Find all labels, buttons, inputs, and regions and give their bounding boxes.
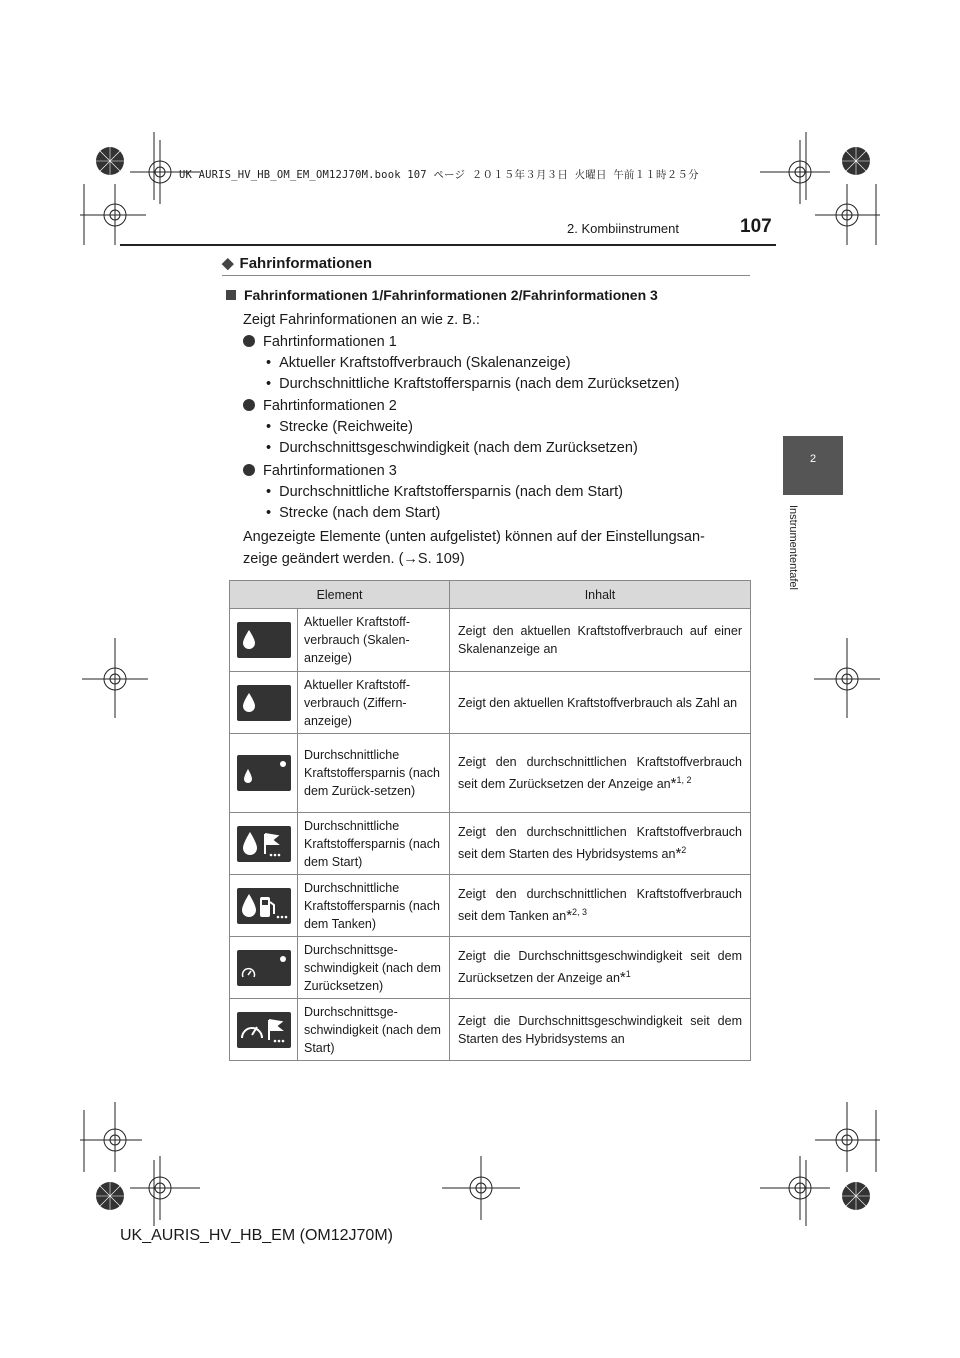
group-2-title: Fahrtinformationen 2: [243, 398, 397, 414]
note-line-1: Angezeigte Elemente (unten aufgelistet) können auf der Einstellungsan-: [243, 529, 705, 545]
section-title: 2. Kombiinstrument: [567, 221, 679, 236]
heading-rule: [222, 275, 750, 276]
fuel-drop-reset-icon: [237, 755, 291, 791]
table-row: [230, 875, 751, 937]
table-header-row: [230, 581, 751, 609]
side-tab: [783, 436, 843, 495]
list-item: • Aktueller Kraftstoffverbrauch (Skalenanzeige): [266, 355, 571, 371]
speedometer-flag-icon: [237, 1012, 291, 1048]
table-row: [230, 672, 751, 734]
element-name: Durchschnittliche Kraftstoffersparnis (nach dem Zurück-setzen): [298, 734, 450, 813]
footnote-star: *: [566, 907, 573, 925]
footnote-star: *: [670, 775, 677, 793]
element-name: Durchschnittsge-schwindigkeit (nach dem Zurücksetzen): [298, 937, 450, 999]
list-item: • Durchschnittsgeschwindigkeit (nach dem Zurücksetzen): [266, 440, 638, 456]
doc-code: UK_AURIS_HV_HB_EM (OM12J70M): [120, 1227, 393, 1244]
element-content: Zeigt den aktuellen Kraftstoffverbrauch auf einer Skalenanzeige an: [450, 609, 751, 672]
square-bullet-icon: [226, 290, 236, 300]
footnote-star: *: [675, 845, 682, 863]
list-item: • Durchschnittliche Kraftstoffersparnis (nach dem Zurücksetzen): [266, 376, 680, 392]
header-element: Element: [230, 581, 450, 609]
subsection-heading: Fahrinformationen 1/Fahrinformationen 2/Fahrinformationen 3: [226, 287, 658, 303]
list-item: • Durchschnittliche Kraftstoffersparnis (nach dem Start): [266, 484, 623, 500]
side-tab-label: Instrumententafel: [787, 505, 799, 590]
fuel-drop-icon: [237, 685, 291, 721]
header-content: Inhalt: [450, 581, 751, 609]
side-tab-number: 2: [809, 453, 817, 465]
table-row: [230, 999, 751, 1061]
element-content: Zeigt die Durchschnittsgeschwindigkeit seit dem Zurücksetzen der Anzeige an*$^1$: [450, 937, 751, 999]
info-table: [229, 580, 751, 1061]
element-content: Zeigt den durchschnittlichen Kraftstoffverbrauch seit dem Zurücksetzen der Anzeige an*$^{1, 2}$: [450, 734, 751, 813]
group-1-title: Fahrtinformationen 1: [243, 334, 397, 350]
diamond-icon: ◆: [222, 255, 234, 272]
element-content: Zeigt den durchschnittlichen Kraftstoffverbrauch seit dem Starten des Hybridsystems an*$^2$: [450, 813, 751, 875]
fuel-drop-pump-icon: [237, 888, 291, 924]
list-item: • Strecke (nach dem Start): [266, 505, 441, 521]
table-row: [230, 609, 751, 672]
footnote-star: *: [619, 969, 626, 987]
note-line-2: zeige geändert werden. (→S. 109): [243, 551, 465, 567]
file-info: UK AURIS_HV_HB_OM_EM_OM12J70M.book 107 ページ ２０１５年３月３日 火曜日 午前１１時２５分: [179, 169, 699, 181]
section-heading: ◆ Fahrinformationen: [222, 255, 373, 272]
table-row: [230, 937, 751, 999]
group-3-title: Fahrtinformationen 3: [243, 463, 397, 479]
element-content: Zeigt den durchschnittlichen Kraftstoffverbrauch seit dem Tanken an*$^{2, 3}$: [450, 875, 751, 937]
header-rule: [120, 244, 776, 246]
element-name: Durchschnittsge-schwindigkeit (nach dem Start): [298, 999, 450, 1061]
page-number: 107: [740, 216, 772, 237]
fuel-drop-flag-icon: [237, 826, 291, 862]
element-name: Aktueller Kraftstoff-verbrauch (Skalen-anzeige): [298, 609, 450, 672]
bullet-icon: [243, 399, 255, 411]
list-item: • Strecke (Reichweite): [266, 419, 413, 435]
element-content: Zeigt den aktuellen Kraftstoffverbrauch als Zahl an: [450, 672, 751, 734]
element-name: Durchschnittliche Kraftstoffersparnis (nach dem Start): [298, 813, 450, 875]
table-row: [230, 813, 751, 875]
intro-text: Zeigt Fahrinformationen an wie z. B.:: [243, 312, 480, 328]
fuel-drop-icon: [237, 622, 291, 658]
table-row: [230, 734, 751, 813]
speedometer-reset-icon: [237, 950, 291, 986]
bullet-icon: [243, 335, 255, 347]
element-name: Durchschnittliche Kraftstoffersparnis (nach dem Tanken): [298, 875, 450, 937]
element-name: Aktueller Kraftstoff-verbrauch (Ziffern-anzeige): [298, 672, 450, 734]
element-content: Zeigt die Durchschnittsgeschwindigkeit seit dem Starten des Hybridsystems an: [450, 999, 751, 1061]
bullet-icon: [243, 464, 255, 476]
